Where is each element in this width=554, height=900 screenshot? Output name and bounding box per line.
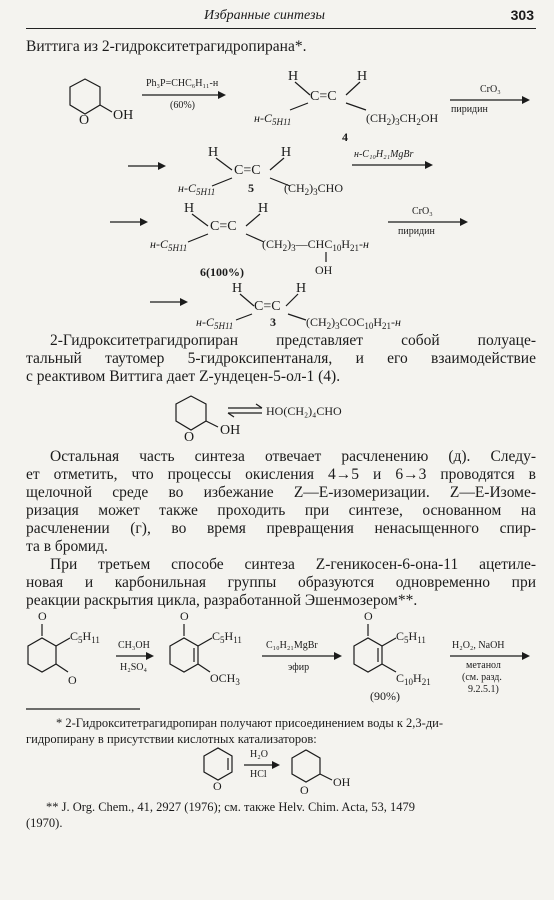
- svg-text:н-C5H11: $н-C_5H11$: [178, 181, 216, 197]
- scheme-2: [128, 145, 433, 197]
- solvent-1: пиридин: [451, 104, 488, 115]
- reagent-grignard-2: C₁₀H₂₁MgBr: [266, 640, 318, 651]
- compound-6-label: 6(100%): [200, 265, 244, 279]
- intro-line: Виттига из 2-гидрокситетрагидропирана*.: [26, 38, 307, 55]
- svg-text:C10H21: $C_{10}H_{21}$: [396, 671, 431, 687]
- scheme-1: [70, 69, 530, 144]
- svg-text:C=C: C=C: [310, 89, 337, 104]
- svg-text:C=C: C=C: [234, 163, 261, 178]
- footnote-1-line-1: * 2-Гидрокситетрагидропиран получают присоединением воды к 2,3-ди-: [56, 716, 444, 730]
- footnote-2-line-2: (1970).: [26, 816, 63, 830]
- svg-text:O: O: [38, 609, 47, 623]
- ring-oxygen-label: O: [79, 113, 90, 128]
- paragraph-2-line-2: ет отметить, что процессы окисления 4→5 и 6→3 проводятся в: [26, 466, 536, 483]
- reagent-note-2: 9.2.5.1): [468, 684, 499, 695]
- paragraph-3-line-1: При третьем способе синтеза Z-геникосен-6-она-11 ацетиле-: [50, 556, 536, 573]
- svg-text:(CH2)3—CHC10H21-н: $(CH_2)_3—CHC_{10}H_{21}-н$: [262, 237, 369, 253]
- svg-text:OH: OH: [315, 263, 333, 277]
- footnote-2-line-1: ** J. Org. Chem., 41, 2927 (1976); см. также Helv. Chim. Acta, 53, 1479: [46, 800, 416, 814]
- paragraph-1-line-3: с реактивом Виттига дает Z-ундецен-5-ол-1 (4).: [26, 368, 341, 385]
- oxidant-2: CrO₃: [412, 206, 433, 217]
- svg-text:C5H11: $C_5H_{11}$: [70, 629, 100, 645]
- yield-90: (90%): [370, 689, 400, 703]
- grignard-reagent: н-C₁₀H₂₁MgBr: [354, 149, 414, 160]
- svg-text:н-C5H11: $н-C_5H11$: [150, 237, 188, 253]
- cyclohexanedione-ring: [28, 638, 56, 672]
- svg-text:C5H11: $C_5H_{11}$: [396, 629, 426, 645]
- equilibrium-scheme: [176, 396, 342, 445]
- paragraph-2-line-3: щелочной среде во избежание Z—E-изомеризации. Z—E-Изоме-: [26, 484, 536, 501]
- reagent-sulfuric: H₂SO₄: [120, 662, 147, 673]
- reagent-hcl: HCl: [250, 769, 267, 780]
- svg-text:O: O: [68, 673, 77, 687]
- solvent-2: пиридин: [398, 226, 435, 237]
- paragraph-2-line-4: ризация может также проходить при синтезе, основанном на: [26, 502, 536, 519]
- reagent-ether: эфир: [288, 662, 310, 673]
- svg-text:(CH2)3CH2OH: $(CH_2)_3CH_2OH$: [366, 111, 439, 127]
- svg-text:H: H: [357, 69, 368, 84]
- svg-text:(CH2)3COC10H21-н: $(CH_2)_3COC_{10}H_{21}-н$: [306, 315, 401, 331]
- svg-text:H: H: [296, 281, 307, 296]
- paragraph-2-line-1: Остальная часть синтеза отвечает расчленению (д). Следу-: [50, 448, 536, 465]
- page-number: 303: [510, 7, 534, 23]
- header-title: Избранные синтезы: [204, 8, 325, 23]
- tetrahydropyran-ring-2: [176, 396, 206, 430]
- scheme-4: [150, 281, 401, 331]
- paragraph-2-line-5: расчленении (г), во время превращения ненасыщенного спир-: [26, 520, 536, 537]
- svg-text:H: H: [232, 281, 243, 296]
- svg-text:н-C5H11: $н-C_5H11$: [254, 111, 292, 127]
- svg-text:OH: OH: [220, 423, 241, 438]
- svg-text:C=C: C=C: [210, 219, 237, 234]
- yield-60: (60%): [170, 100, 195, 111]
- compound-5-label: 5: [248, 181, 254, 195]
- svg-text:O: O: [213, 779, 222, 793]
- reagent-water: H₂O: [250, 749, 268, 760]
- paragraph-3-line-3: реакции раскрытия цикла, разработанной Эшенмозером**.: [26, 592, 418, 609]
- paragraph-3-line-2: новая и карбонильная группы образуются одновременно при: [26, 574, 536, 591]
- reagent-peroxide: H₂O₂, NaOH: [452, 640, 505, 651]
- svg-text:OCH3: $OCH_3$: [210, 671, 240, 687]
- svg-text:н-C5H11: $н-C_5H11$: [196, 315, 234, 331]
- scheme-3: [110, 201, 468, 279]
- svg-text:O: O: [184, 430, 195, 445]
- oxidant-1: CrO₃: [480, 84, 501, 95]
- equilibrium-product: HO(CH₂)₄CHO: [266, 404, 342, 418]
- hydroxy-thp-ring: [292, 750, 320, 782]
- svg-text:H: H: [288, 69, 299, 84]
- svg-text:H: H: [184, 201, 195, 216]
- reagent-methanol-2: метанол: [466, 660, 501, 671]
- tetrahydropyran-ring: [70, 79, 100, 114]
- scheme-5: [28, 609, 530, 703]
- svg-text:(CH2)3CHO: $(CH_2)_3CHO$: [284, 181, 344, 197]
- reagent-methanol: CH₃OH: [118, 640, 150, 651]
- svg-text:H: H: [258, 201, 269, 216]
- svg-text:O: O: [180, 609, 189, 623]
- compound-4-label: 4: [342, 130, 348, 144]
- footnote-scheme: [204, 748, 351, 797]
- footnote-1-line-2: гидропирану в присутствии кислотных катализаторов:: [26, 732, 317, 746]
- compound-3-label: 3: [270, 315, 276, 329]
- hydroxyl-label: OH: [113, 108, 134, 123]
- svg-text:O: O: [300, 783, 309, 797]
- svg-text:C=C: C=C: [254, 299, 281, 314]
- paragraph-1-line-1: 2-Гидрокситетрагидропиран представляет собой полуаце-: [50, 332, 536, 349]
- reagent-note-1: (см. разд.: [462, 672, 502, 683]
- svg-text:OH: OH: [333, 775, 351, 789]
- wittig-reagent: Ph₃P=CHC₆H₁₁-н: [146, 78, 219, 89]
- svg-text:H: H: [281, 145, 292, 160]
- paragraph-2-line-6: та в бромид.: [26, 538, 108, 555]
- svg-text:C5H11: $C_5H_{11}$: [212, 629, 242, 645]
- svg-text:H: H: [208, 145, 219, 160]
- paragraph-1-line-2: тальный таутомер 5-гидроксипентаналя, и его взаимодействие: [26, 350, 536, 367]
- svg-text:O: O: [364, 609, 373, 623]
